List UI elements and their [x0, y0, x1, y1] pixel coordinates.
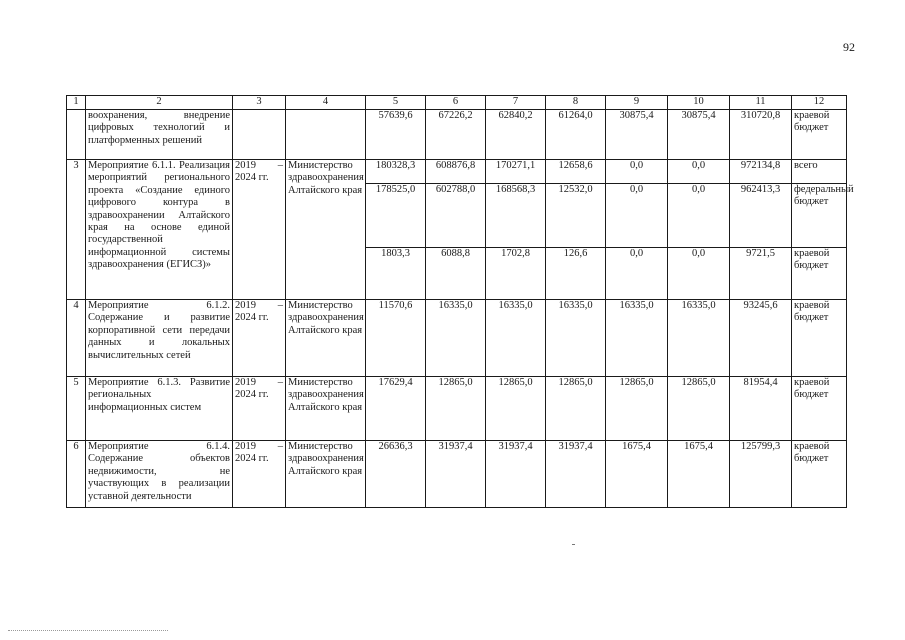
funding-source-cell: краевой бюджет — [792, 300, 847, 377]
funding-source-cell: краевой бюджет — [792, 377, 847, 441]
amount-cell: 31937,4 — [546, 441, 606, 508]
amount-cell: 602788,0 — [426, 184, 486, 248]
amount-cell: 12865,0 — [668, 377, 730, 441]
budget-table — [66, 95, 854, 508]
amount-cell: 57639,6 — [366, 110, 426, 160]
header-row — [67, 96, 847, 110]
page-number: 92 — [843, 40, 855, 54]
amount-cell: 11570,6 — [366, 300, 426, 377]
amount-cell: 170271,1 — [486, 160, 546, 184]
activity-name-cell: Мероприятие 6.1.2. Содержание и развитие корпоративной сети передачи данных и локальных вычислительных сетей — [86, 300, 233, 377]
amount-cell: 12865,0 — [546, 377, 606, 441]
amount-cell: 310720,8 — [730, 110, 792, 160]
column-header: 1 — [67, 96, 86, 110]
amount-cell: 12865,0 — [606, 377, 668, 441]
funding-source-cell: краевой бюджет — [792, 110, 847, 160]
row-number-cell: 3 — [67, 160, 86, 300]
executor-cell: Министерство здравоохранения Алтайского края — [286, 160, 366, 300]
amount-cell: 16335,0 — [606, 300, 668, 377]
amount-cell: 972134,8 — [730, 160, 792, 184]
column-header: 3 — [233, 96, 286, 110]
footer-dots — [8, 630, 168, 631]
amount-cell: 16335,0 — [426, 300, 486, 377]
amount-cell: 180328,3 — [366, 160, 426, 184]
amount-cell: 17629,4 — [366, 377, 426, 441]
table-row — [67, 160, 847, 184]
row-number-cell: 4 — [67, 300, 86, 377]
row-number-cell: 5 — [67, 377, 86, 441]
amount-cell: 16335,0 — [546, 300, 606, 377]
column-header: 2 — [86, 96, 233, 110]
amount-cell: 0,0 — [606, 248, 668, 300]
column-header: 4 — [286, 96, 366, 110]
amount-cell: 81954,4 — [730, 377, 792, 441]
amount-cell: 178525,0 — [366, 184, 426, 248]
scan-speck — [572, 544, 575, 545]
amount-cell: 30875,4 — [668, 110, 730, 160]
amount-cell: 1675,4 — [606, 441, 668, 508]
column-header: 8 — [546, 96, 606, 110]
row-number-cell — [67, 110, 86, 160]
amount-cell: 1803,3 — [366, 248, 426, 300]
amount-cell: 31937,4 — [426, 441, 486, 508]
funding-source-cell: всего — [792, 160, 847, 184]
table-row — [67, 377, 847, 441]
amount-cell: 16335,0 — [668, 300, 730, 377]
amount-cell: 1702,8 — [486, 248, 546, 300]
activity-name-cell: воохранения, внедрение цифровых технологий и платформенных решений — [86, 110, 233, 160]
funding-source-cell: федеральный бюджет — [792, 184, 847, 248]
amount-cell: 12658,6 — [546, 160, 606, 184]
table-row — [67, 300, 847, 377]
amount-cell: 1675,4 — [668, 441, 730, 508]
activity-name-cell: Мероприятие 6.1.1. Реализация мероприятий регионального проекта «Создание единого цифрового контура в здравоохранении Алтайского края на основе единой государственной информационной системы здравоохранения (ЕГИСЗ)» — [86, 160, 233, 300]
row-number-cell: 6 — [67, 441, 86, 508]
amount-cell: 0,0 — [668, 184, 730, 248]
amount-cell: 6088,8 — [426, 248, 486, 300]
executor-cell — [286, 110, 366, 160]
amount-cell: 0,0 — [668, 160, 730, 184]
amount-cell: 126,6 — [546, 248, 606, 300]
amount-cell: 62840,2 — [486, 110, 546, 160]
funding-source-cell: краевой бюджет — [792, 441, 847, 508]
amount-cell: 9721,5 — [730, 248, 792, 300]
amount-cell: 31937,4 — [486, 441, 546, 508]
executor-cell: Министерство здравоохранения Алтайского края — [286, 441, 366, 508]
amount-cell: 12532,0 — [546, 184, 606, 248]
activity-name-cell: Мероприятие 6.1.3. Развитие региональных информационных систем — [86, 377, 233, 441]
column-header: 10 — [668, 96, 730, 110]
amount-cell: 61264,0 — [546, 110, 606, 160]
amount-cell: 168568,3 — [486, 184, 546, 248]
amount-cell: 93245,6 — [730, 300, 792, 377]
executor-cell: Министерство здравоохранения Алтайского края — [286, 377, 366, 441]
continued-row — [67, 110, 847, 160]
amount-cell: 0,0 — [606, 160, 668, 184]
years-cell: 2019 – 2024 гг. — [233, 441, 286, 508]
column-header: 12 — [792, 96, 847, 110]
years-cell: 2019 – 2024 гг. — [233, 377, 286, 441]
column-header: 6 — [426, 96, 486, 110]
years-cell: 2019 – 2024 гг. — [233, 160, 286, 300]
amount-cell: 12865,0 — [486, 377, 546, 441]
years-cell: 2019 – 2024 гг. — [233, 300, 286, 377]
column-header: 5 — [366, 96, 426, 110]
amount-cell: 125799,3 — [730, 441, 792, 508]
executor-cell: Министерство здравоохранения Алтайского края — [286, 300, 366, 377]
amount-cell: 16335,0 — [486, 300, 546, 377]
amount-cell: 30875,4 — [606, 110, 668, 160]
column-header: 7 — [486, 96, 546, 110]
amount-cell: 0,0 — [668, 248, 730, 300]
amount-cell: 0,0 — [606, 184, 668, 248]
years-cell — [233, 110, 286, 160]
amount-cell: 608876,8 — [426, 160, 486, 184]
amount-cell: 12865,0 — [426, 377, 486, 441]
activity-name-cell: Мероприятие 6.1.4. Содержание объектов недвижимости, не участвующих в реализации уставной деятельности — [86, 441, 233, 508]
amount-cell: 962413,3 — [730, 184, 792, 248]
column-header: 9 — [606, 96, 668, 110]
funding-source-cell: краевой бюджет — [792, 248, 847, 300]
amount-cell: 26636,3 — [366, 441, 426, 508]
column-header: 11 — [730, 96, 792, 110]
table-row — [67, 441, 847, 508]
amount-cell: 67226,2 — [426, 110, 486, 160]
